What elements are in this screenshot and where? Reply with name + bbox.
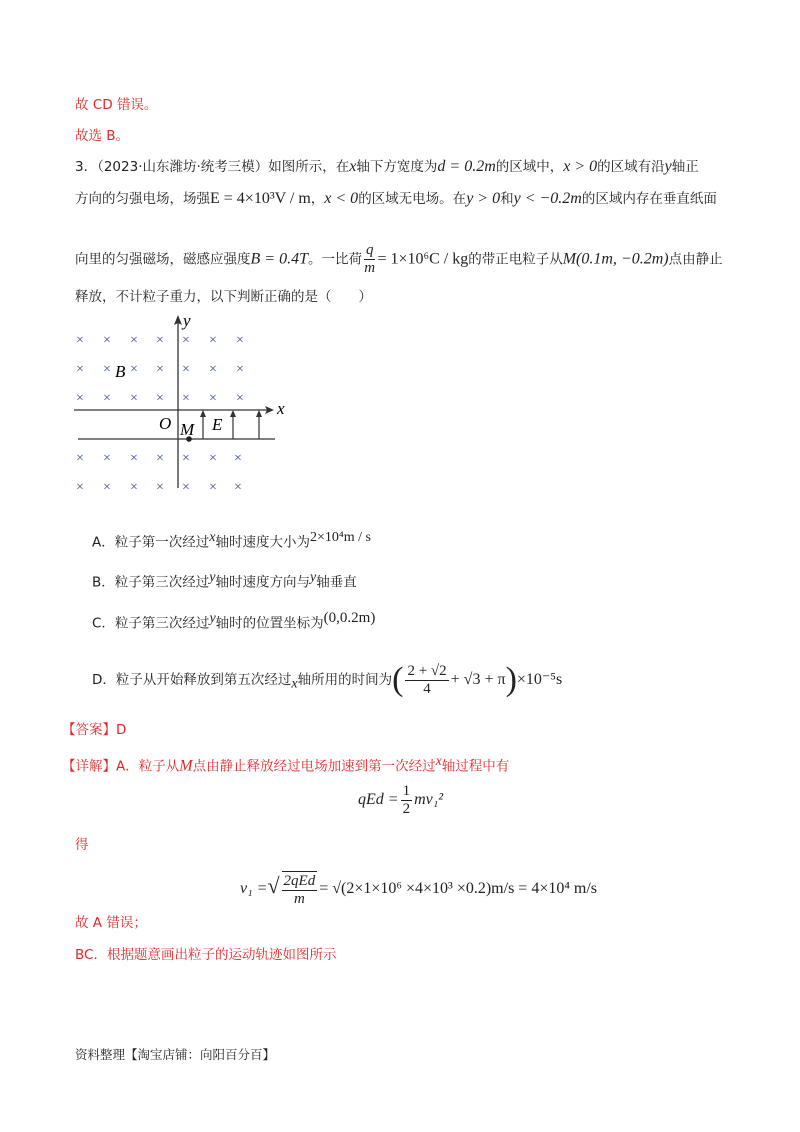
text: 点由静止释放经过电场加速到第一次经过 xyxy=(192,758,436,775)
text: 粒子第一次经过 xyxy=(114,534,210,551)
magnetic-field-cross-icon: × xyxy=(76,391,84,406)
question-line-3 xyxy=(75,242,723,277)
text: 粒子第三次经过 xyxy=(114,615,210,632)
text: 轴正 xyxy=(671,159,699,175)
math: x xyxy=(209,530,216,545)
magnetic-field-cross-icon: × xyxy=(209,480,217,495)
denominator: 4 xyxy=(423,680,431,697)
magnetic-field-cross-icon: × xyxy=(103,333,111,348)
question-source: （2023·山东潍坊·统考三模） xyxy=(97,159,269,175)
magnetic-field-cross-icon: × xyxy=(156,391,164,406)
magnetic-field-cross-icon: × xyxy=(234,480,242,495)
magnetic-field-cross-icon: × xyxy=(103,480,111,495)
magnetic-field-cross-icon: × xyxy=(156,451,164,466)
origin-label: O xyxy=(159,414,172,433)
de-text: 得 xyxy=(75,837,89,853)
answer-label: 【答案】 xyxy=(62,722,116,738)
text: 轴时的位置坐标为 xyxy=(215,615,324,632)
sqrt-fraction xyxy=(282,871,318,908)
math: + √3 + π xyxy=(450,671,506,688)
math: x xyxy=(291,676,298,692)
field-diagram xyxy=(60,310,300,500)
math: E = 4×10³V / m xyxy=(210,190,311,207)
text: 向里的匀强磁场，磁感应强度 xyxy=(75,251,251,268)
math: x > 0 xyxy=(563,158,598,175)
magnetic-field-cross-icon: × xyxy=(209,362,217,377)
detail-label: 【详解】 xyxy=(62,758,116,775)
magnetic-field-cross-icon: × xyxy=(209,333,217,348)
text: 轴所用的时间为 xyxy=(297,672,393,688)
math: (0,0.2m) xyxy=(323,610,376,626)
magnetic-field-cross-icon: × xyxy=(76,451,84,466)
math: y < −0.2m xyxy=(513,190,582,207)
option-label: C． xyxy=(92,615,115,632)
e-label: E xyxy=(212,415,223,434)
math: d = 0.2m xyxy=(437,158,496,175)
magnetic-field-cross-icon: × xyxy=(76,362,84,377)
math: y xyxy=(209,570,216,585)
magnetic-field-cross-icon: × xyxy=(182,451,190,466)
prev-conclusion-cd: 故 CD 错误。 xyxy=(75,97,158,113)
math: mv₁² xyxy=(414,791,444,808)
text: 轴过程中有 xyxy=(441,758,510,775)
math: y xyxy=(309,570,317,585)
text: 的区域有沿 xyxy=(597,159,665,175)
math: B = 0.4T xyxy=(250,250,308,268)
numerator: 2 + √2 xyxy=(407,662,447,679)
text: A．粒子从 xyxy=(116,758,180,775)
numerator: 2qEd xyxy=(283,872,316,889)
charge-mass-fraction xyxy=(364,242,376,277)
text: 方向的匀强电场，场强 xyxy=(75,191,210,207)
magnetic-field-cross-icon: × xyxy=(103,451,111,466)
text: 如图所示，在 xyxy=(268,159,350,175)
math: y xyxy=(664,158,672,175)
text: 粒子从开始释放到第五次经过 xyxy=(115,672,292,688)
text: 点由静止 xyxy=(668,251,723,268)
text: 轴垂直 xyxy=(316,574,357,591)
question-number: 3． xyxy=(75,159,98,175)
text: 粒子第三次经过 xyxy=(114,574,210,591)
text: 轴下方宽度为 xyxy=(356,159,438,175)
math: y xyxy=(209,611,216,626)
magnetic-field-cross-icon: × xyxy=(182,362,190,377)
question-line-4: 释放，不计粒子重力，以下判断正确的是（ ） xyxy=(75,289,372,305)
question-line-2 xyxy=(75,189,717,209)
math: 2×10⁴m / s xyxy=(309,530,371,545)
text: 。一比荷 xyxy=(307,251,362,268)
numerator: 1 xyxy=(402,782,411,799)
math: = 1×10⁶C / kg xyxy=(377,250,469,268)
magnetic-field-cross-icon: × xyxy=(236,362,244,377)
text: ， xyxy=(310,191,325,207)
text: 轴时速度方向与 xyxy=(215,574,310,591)
math: ×10⁻⁵s xyxy=(516,671,563,688)
conclusion-a: 故 A 错误； xyxy=(75,915,147,931)
text: 的区域中， xyxy=(495,159,564,175)
magnetic-field-cross-icon: × xyxy=(182,391,190,406)
magnetic-field-cross-icon: × xyxy=(209,391,217,406)
m-label: M xyxy=(180,420,195,439)
math: M xyxy=(179,757,193,775)
text: 的区域无电场。在 xyxy=(358,191,467,207)
x-label: x xyxy=(277,399,285,418)
numerator: q xyxy=(365,242,374,258)
prev-choice: 故选 B。 xyxy=(75,128,130,144)
option-a[interactable] xyxy=(92,528,371,553)
denominator: m xyxy=(293,890,305,907)
bc-explanation: BC．根据题意画出粒子的运动轨迹如图所示 xyxy=(75,947,337,963)
text: 的带正电粒子从 xyxy=(468,251,563,268)
detail-line xyxy=(62,752,509,777)
time-fraction xyxy=(405,663,448,698)
option-label: D． xyxy=(92,672,116,688)
option-label: B． xyxy=(92,574,115,591)
footer: 资料整理【淘宝店铺：向阳百分百】 xyxy=(75,1047,276,1062)
equation-energy xyxy=(358,782,443,818)
math: = √(2×1×10⁶ ×4×10³ ×0.2)m/s = 4×10⁴ m/s xyxy=(319,880,598,897)
magnetic-field-cross-icon: × xyxy=(76,333,84,348)
magnetic-field-cross-icon: × xyxy=(182,480,190,495)
math: x < 0 xyxy=(324,190,359,207)
magnetic-field-cross-icon: × xyxy=(130,451,138,466)
half-fraction xyxy=(401,783,413,818)
y-label: y xyxy=(183,311,191,330)
denominator: m xyxy=(364,260,376,276)
magnetic-field-cross-icon: × xyxy=(130,333,138,348)
magnetic-field-cross-icon: × xyxy=(130,362,138,377)
question-line-1 xyxy=(75,157,699,177)
math: x xyxy=(435,754,442,769)
math: qEd = xyxy=(358,791,399,808)
math: y > 0 xyxy=(466,190,501,207)
magnetic-field-cross-icon: × xyxy=(156,333,164,348)
math: M(0.1m, −0.2m) xyxy=(562,250,669,268)
magnetic-field-cross-icon: × xyxy=(156,362,164,377)
text: 的区域内存在垂直纸面 xyxy=(581,191,717,207)
text: 和 xyxy=(500,191,514,207)
magnetic-field-cross-icon: × xyxy=(130,480,138,495)
option-c[interactable] xyxy=(92,608,375,634)
magnetic-field-cross-icon: × xyxy=(182,333,190,348)
text: 轴时速度大小为 xyxy=(215,534,310,551)
magnetic-field-cross-icon: × xyxy=(236,333,244,348)
b-label: B xyxy=(115,362,126,381)
answer-line xyxy=(62,720,126,740)
math: x xyxy=(349,158,357,175)
magnetic-field-cross-icon: × xyxy=(209,451,217,466)
magnetic-field-cross-icon: × xyxy=(76,480,84,495)
option-d[interactable]: D．粒子从开始释放到第五次经过$_x$轴所用的时间为( $\frac{2 + √2}{4}$ + √3 + π)×10⁻⁵s xyxy=(92,661,563,698)
magnetic-field-cross-icon: × xyxy=(130,391,138,406)
magnetic-field-cross-icon: × xyxy=(103,362,111,377)
option-label: A． xyxy=(92,534,115,551)
magnetic-field-cross-icon: × xyxy=(234,451,242,466)
answer-value: D xyxy=(116,722,127,738)
magnetic-field-cross-icon: × xyxy=(103,391,111,406)
denominator: 2 xyxy=(402,800,411,817)
math: v₁ = xyxy=(240,880,268,897)
magnetic-field-cross-icon: × xyxy=(236,391,244,406)
option-b[interactable] xyxy=(92,568,357,593)
magnetic-field-cross-icon: × xyxy=(156,480,164,495)
equation-velocity: v₁ =√ $\frac{\text{2qEd}}{m}$ = √(2×1×10⁶ ×4×10³ ×0.2)m/s = 4×10⁴ m/s xyxy=(240,872,598,907)
